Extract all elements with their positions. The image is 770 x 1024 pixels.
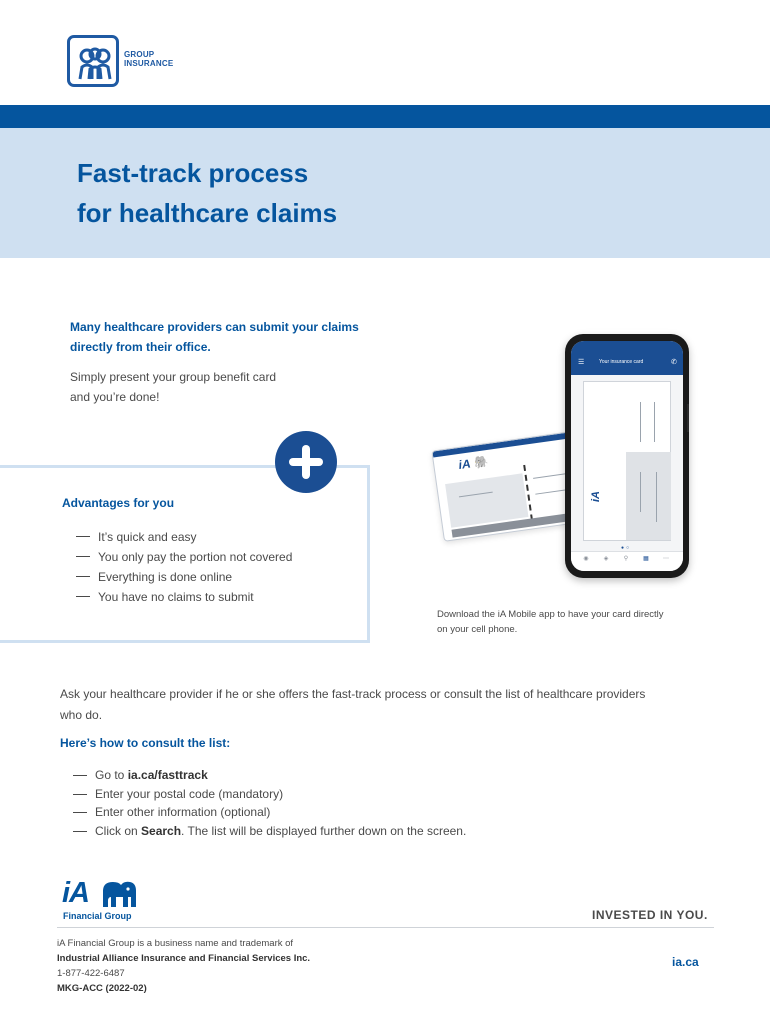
intro-text-line-1: Simply present your group benefit card (70, 370, 277, 384)
title-line-1: Fast-track process (77, 158, 309, 188)
advantages-title: Advantages for you (62, 496, 175, 510)
intro-text-line-2: and you’re done! (70, 390, 160, 404)
caption-line-2: on your cell phone. (437, 624, 518, 635)
family-icon (75, 43, 115, 83)
ask-provider-text (60, 684, 710, 726)
legal-line-1: iA Financial Group is a business name and trademark of (57, 938, 294, 949)
intro-lead-line-2: directly from their office. (70, 340, 211, 354)
document-code: MKG-ACC (2022-02) (57, 983, 147, 994)
list-item: It’s quick and easy (76, 527, 292, 547)
tagline: INVESTED IN YOU. (592, 908, 708, 922)
step-1-prefix: Go to (95, 768, 128, 782)
legal-line-2: Industrial Alliance Insurance and Financial Services Inc. (57, 953, 311, 964)
howto-title: Here’s how to consult the list: (60, 736, 231, 750)
intro-lead-line-1: Many healthcare providers can submit your claims (70, 320, 359, 334)
intro-lead (70, 317, 400, 357)
website-link[interactable]: ia.ca (672, 955, 699, 969)
list-item: Everything is done online (76, 567, 292, 587)
caption-line-1: Download the iA Mobile app to have your card directly (437, 609, 664, 620)
ia-logo: iA (62, 877, 89, 909)
steps-list (73, 766, 466, 840)
app-caption (437, 607, 707, 637)
footer-divider (57, 927, 714, 928)
ask-line-1: Ask your healthcare provider if he or she offers the fast-track process or consult the list of healthcare providers (60, 687, 646, 701)
advantages-list (76, 527, 292, 607)
intro-text (70, 367, 330, 407)
mobile-card (583, 381, 671, 541)
ia-logo-subtitle: Financial Group (63, 911, 132, 921)
plus-icon (275, 431, 337, 493)
hero-banner (0, 128, 770, 258)
app-title: Your insurance card (599, 359, 644, 365)
group-insurance-logo (67, 35, 119, 87)
header-band (0, 105, 770, 128)
list-item (73, 766, 466, 785)
step-4-prefix: Click on (95, 823, 142, 838)
list-item (73, 822, 466, 841)
mobile-card-logo: iA (590, 491, 602, 502)
ask-line-2: who do. (60, 708, 103, 722)
list-item: Enter your postal code (mandatory) (73, 785, 466, 804)
list-item: You have no claims to submit (76, 587, 292, 607)
page-title (77, 153, 577, 233)
elephant-icon (99, 879, 137, 909)
search-word: Search (141, 823, 182, 838)
phone-mockup: ☰ Your insurance card ✆ iA ●○ ◉ ◈ ⚲ ▦ ⋯ (565, 334, 689, 578)
list-item: You only pay the portion not covered (76, 547, 292, 567)
logo-line-2: INSURANCE (124, 59, 174, 68)
step-4-suffix: . The list will be displayed further down on the screen. (181, 823, 467, 838)
fasttrack-link[interactable]: ia.ca/fasttrack (127, 768, 208, 782)
list-item: Enter other information (optional) (73, 803, 466, 822)
legal-text (57, 936, 310, 996)
logo-text (124, 50, 173, 68)
menu-icon: ☰ (578, 359, 585, 366)
title-line-2: for healthcare claims (77, 198, 338, 228)
card-brand-logo: iA 🐘 (457, 454, 490, 473)
phone-icon: ✆ (671, 359, 677, 366)
phone-number: 1-877-422-6487 (57, 968, 125, 979)
logo-line-1: GROUP (124, 50, 155, 59)
